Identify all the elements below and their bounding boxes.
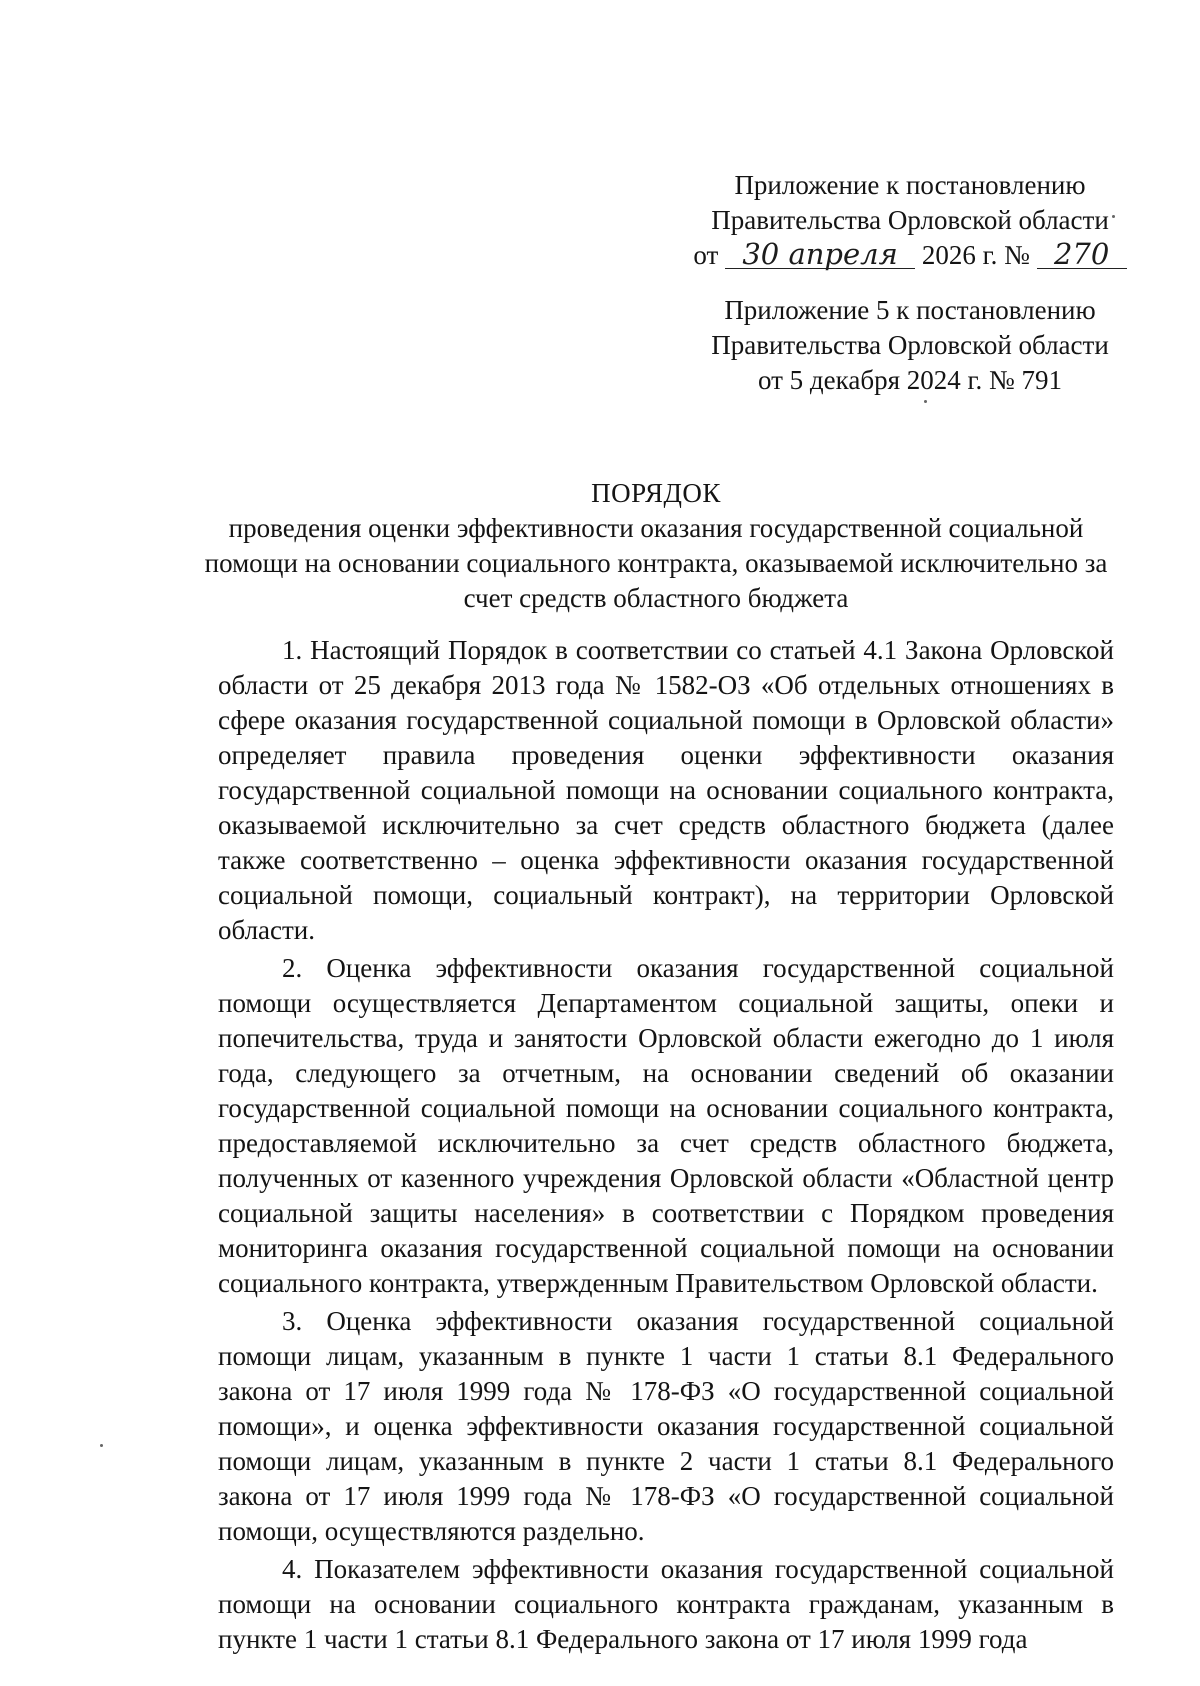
scan-speck (924, 400, 927, 403)
handwritten-number: 270 (1037, 240, 1127, 269)
appendix-original-line2: Правительства Орловской области (711, 330, 1109, 360)
scan-speck (1112, 215, 1115, 218)
paragraph-1: 1. Настоящий Порядок в соответствии со статьей 4.1 Закона Орловской области от 25 декабря 2013 года № 1582-ОЗ «Об отдельных отношениях в сфере оказания государственной социальной помощи в Орловской области» определяет правила проведения оценки эффективности оказания государственной социальной помощи на основании социального контракта, оказываемой исключительно за счет средств областного бюджета (далее также соответственно – оценка эффективности оказания государственной социальной помощи, социальный контракт), на территории Орловской области. (218, 635, 1114, 945)
document-body (218, 633, 1114, 1657)
date-year: 2026 г. № (921, 240, 1030, 270)
document-title: ПОРЯДОК (591, 478, 721, 508)
date-prefix: от (693, 240, 719, 270)
paragraph-4: 4. Показателем эффективности оказания государственной социальной помощи на основании социального контракта гражданам, указанным в пункте 1 части 1 статьи 8.1 Федерального закона от 17 июля 1999 года (218, 1554, 1114, 1654)
scan-speck (100, 1444, 103, 1447)
document-title-block (200, 476, 1112, 616)
handwritten-date: 30 апреля (725, 240, 915, 269)
appendix-original-line3: от 5 декабря 2024 г. № 791 (757, 365, 1063, 395)
paragraph-3: 3. Оценка эффективности оказания государственной социальной помощи лицам, указанным в пункте 1 части 1 статьи 8.1 Федерального закона от 17 июля 1999 года № 178-ФЗ «О государственной социальной помощи», и оценка эффективности оказания государственной социальной помощи лицам, указанным в пункте 2 части 1 статьи 8.1 Федерального закона от 17 июля 1999 года № 178-ФЗ «О государственной социальной помощи, осуществляются раздельно. (218, 1306, 1114, 1546)
appendix-current-line1: Приложение к постановлению (734, 170, 1086, 200)
appendix-current-header (650, 168, 1170, 273)
appendix-current-line2: Правительства Орловской области (711, 205, 1109, 235)
appendix-original-header (650, 293, 1170, 398)
appendix-original-line1: Приложение 5 к постановлению (724, 295, 1096, 325)
paragraph-2: 2. Оценка эффективности оказания государственной социальной помощи осуществляется Департаментом социальной защиты, опеки и попечительства, труда и занятости Орловской области ежегодно до 1 июля года, следующего за отчетным, на основании сведений об оказании государственной социальной помощи на основании социального контракта, предоставляемой исключительно за счет средств областного бюджета, полученных от казенного учреждения Орловской области «Областной центр социальной защиты населения» в соответствии с Порядком проведения мониторинга оказания государственной социальной помощи на основании социального контракта, утвержденным Правительством Орловской области. (218, 953, 1114, 1298)
document-subtitle: проведения оценки эффективности оказания государственной социальной помощи на основании социального контракта, оказываемой исключительно за счет средств областного бюджета (204, 513, 1108, 613)
appendix-current-date-line (650, 238, 1170, 273)
